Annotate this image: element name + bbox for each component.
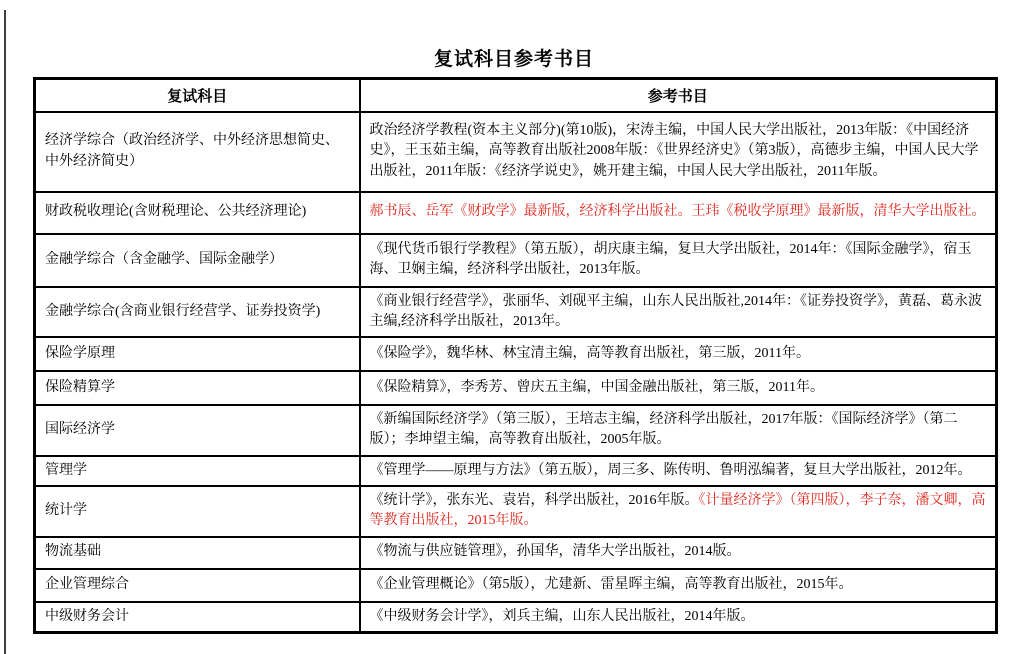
table-row: [35, 287, 997, 338]
reference-cell: [360, 112, 997, 192]
reference-cell: [360, 405, 997, 456]
table-row: [35, 192, 997, 234]
header-subject: 复试科目: [35, 79, 360, 112]
reference-cell: [360, 337, 997, 371]
reference-text-segment: 《企业管理概论》（第5版），尤建新、雷星晖主编，高等教育出版社，2015年。: [369, 576, 853, 592]
header-reference: 参考书目: [360, 79, 997, 112]
reference-text-segment: 《保险精算》，李秀芳、曾庆五主编，中国金融出版社，第三版，2011年。: [369, 379, 824, 395]
reference-text-segment: 《物流与供应链管理》，孙国华，清华大学出版社，2014版。: [369, 544, 741, 560]
table-row: [35, 602, 997, 633]
subject-cell: 保险精算学: [35, 371, 360, 405]
reference-table: [33, 77, 998, 634]
table-row: [35, 371, 997, 405]
reference-text-segment: 《中级财务会计学》，刘兵主编，山东人民出版社，2014年版。: [369, 608, 755, 624]
table-row: [35, 486, 997, 537]
subject-cell: 国际经济学: [35, 405, 360, 456]
reference-text-segment: 《管理学——原理与方法》（第五版），周三多、陈传明、鲁明泓编著，复旦大学出版社，2012年。: [369, 462, 972, 478]
table-body: [35, 112, 997, 633]
reference-text-segment: 《商业银行经营学》，张丽华、刘砚平主编，山东人民出版社,2014年：《证券投资学》，黄磊、葛永波主编,经济科学出版社，2013年。: [369, 293, 982, 329]
reference-cell: [360, 287, 997, 338]
reference-cell: [360, 537, 997, 569]
subject-cell: 统计学: [35, 486, 360, 537]
reference-text-segment: 《保险学》，魏华林、林宝清主编，高等教育出版社，第三版，2011年。: [369, 345, 810, 361]
subject-cell: 管理学: [35, 456, 360, 486]
reference-cell: [360, 234, 997, 287]
reference-cell: [360, 371, 997, 405]
subject-cell: 金融学综合(含商业银行经营学、证券投资学): [35, 287, 360, 338]
subject-cell: 经济学综合（政治经济学、中外经济思想简史、中外经济简史）: [35, 112, 360, 192]
subject-cell: 中级财务会计: [35, 602, 360, 633]
reference-text-segment: 政治经济学教程(资本主义部分)(第10版)，宋涛主编，中国人民大学出版社，2013年版：《中国经济史》，王玉茹主编，高等教育出版社2008年版：《世界经济史》（第3版），高德步主编，中国人民大学出版社，2011年版：《经济学说史》，姚开建主编，中国人民大学出版社，2011年版。: [369, 123, 979, 179]
table-header: [35, 79, 997, 112]
table-row: [35, 405, 997, 456]
reference-text-segment: 郝书辰、岳军《财政学》最新版，经济科学出版社。王玮《税收学原理》最新版，清华大学出版社。: [369, 204, 986, 220]
subject-cell: 金融学综合（含金融学、国际金融学）: [35, 234, 360, 287]
page-edge-line: [4, 10, 6, 654]
reference-text-segment: 《新编国际经济学》（第三版），王培志主编，经济科学出版社，2017年版：《国际经济学》（第二版）；李坤望主编，高等教育出版社，2005年版。: [369, 412, 958, 448]
table-row: [35, 234, 997, 287]
subject-cell: 财政税收理论(含财税理论、公共经济理论): [35, 192, 360, 234]
subject-cell: 企业管理综合: [35, 569, 360, 602]
reference-cell: [360, 602, 997, 633]
table-row: [35, 456, 997, 486]
subject-cell: 物流基础: [35, 537, 360, 569]
reference-cell: [360, 192, 997, 234]
reference-text-segment: 《现代货币银行学教程》（第五版），胡庆康主编，复旦大学出版社，2014年：《国际金融学》，宿玉海、卫娴主编，经济科学出版社，2013年版。: [369, 241, 972, 277]
reference-cell: [360, 569, 997, 602]
table-row: [35, 112, 997, 192]
reference-text-segment: 《计量经济学》（第四版），李子奈，潘文卿，高等教育出版社，2015年版。: [369, 492, 986, 529]
reference-text-segment: 《统计学》，张东光、袁岩，科学出版社，2016年版。: [369, 492, 699, 508]
table-row: [35, 537, 997, 569]
table-row: [35, 569, 997, 602]
table-row: [35, 337, 997, 371]
page-title: 复试科目参考书目: [433, 49, 594, 70]
reference-cell: [360, 456, 997, 486]
reference-cell: [360, 486, 997, 537]
subject-cell: 保险学原理: [35, 337, 360, 371]
